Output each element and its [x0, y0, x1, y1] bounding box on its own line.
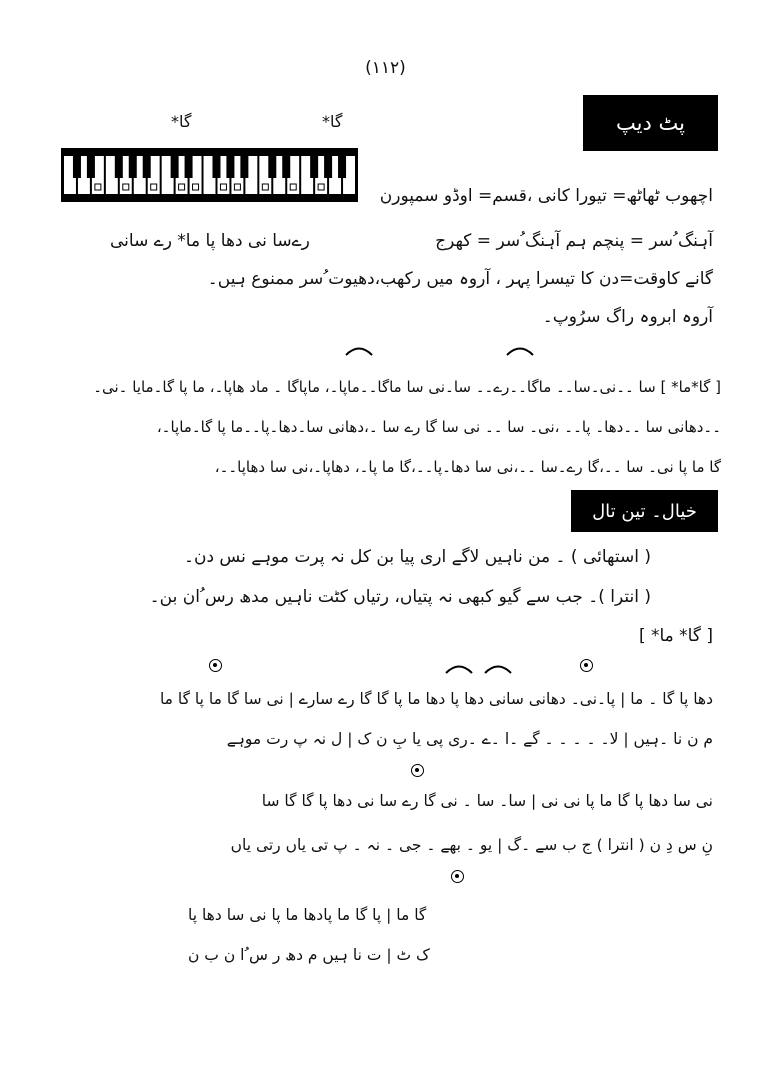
key-marker [193, 184, 199, 190]
piano-keyboard-diagram [61, 148, 358, 202]
black-key [87, 156, 95, 178]
key-marker [95, 184, 101, 190]
sam-mark-icon [580, 659, 593, 672]
notation-row-6: ک ٹ | ت نا ہیں م دھ ر س ُا ن ب ن [188, 946, 430, 964]
that-line: اچھوب ٹھاٹھ= تیورا کانی ،قسم= اوڈو سمپورن [379, 186, 713, 206]
black-key [129, 156, 137, 178]
key-marker [220, 184, 226, 190]
aahang-notes: رےسا نی دھا پا ما* رے سانی [110, 231, 310, 251]
swar-line-1: [ گا*ما* ] سا ۔۔نی۔سا۔۔ ماگا۔۔رے۔۔ سا۔نی سا ماگا۔۔ماپا۔، ماپاگا ۔ ماد ھاپا۔، ما پا گا۔مایا ۔نی۔ [93, 378, 721, 396]
slur-mark [483, 662, 513, 674]
white-key-divider [257, 156, 259, 196]
white-key-divider [160, 156, 162, 196]
notation-row-3: نی سا دھا پا گا ما پا نی نی | سا۔ سا ۔ نی گا رے سا نی دھا پا گا گا سا [261, 792, 713, 810]
key-marker [290, 184, 296, 190]
key-marker [179, 184, 185, 190]
khayal-title: خیال۔ تین تال [592, 500, 697, 522]
notation-row-4: نِ س دِ ن ( انترا ) ج ب سے ۔گ | یو ۔ بھے ۔ جی ۔ نہ ۔ پ تی یاں رتی یاں [230, 836, 713, 854]
key-marker [262, 184, 268, 190]
white-key-divider [299, 156, 301, 196]
notation-header: [ گا* ما* ] [638, 626, 713, 646]
antra-line: ( انترا )۔ جب سے گیو کبھی نہ پتیاں، رتیاں کٹت ناہیں مدھ رس ُان بن۔ [149, 587, 651, 607]
black-key [324, 156, 332, 178]
sam-mark-icon [451, 870, 464, 883]
khayal-title-box [571, 490, 718, 532]
key-marker [151, 184, 157, 190]
white-key-divider [202, 156, 204, 196]
black-key [226, 156, 234, 178]
black-key [310, 156, 318, 178]
notation-row-5: گا ما | پا گا ما پادھا ما پا نی سا دھا پا [188, 906, 427, 924]
sam-mark-icon [411, 764, 424, 777]
swar-line-3: گا ما پا نی۔ سا ۔۔،گا رے۔سا ۔۔،نی سا دھا۔پا۔۔،گا ما پا۔، دھاپا۔،نی سا دھاپا۔۔، [214, 458, 721, 476]
notation-row-1: دھا پا گا ۔ ما | پا۔نی۔ دھانی سانی دھا پا دھا ما پا گا گا رے سارے | نی سا گا ما پا گا ما [159, 690, 713, 708]
slur-mark [344, 344, 374, 356]
black-key [282, 156, 290, 178]
page-number: (۱۱۲) [365, 58, 406, 78]
black-key [240, 156, 248, 178]
aahang-line: آہنگ ُسر = پنچم ہم آہنگ ُسر = کھرج [435, 231, 713, 251]
black-key [73, 156, 81, 178]
swaroop-line: آروہ ابروہ راگ سرُوپ۔ [542, 307, 713, 327]
keyboard-note-right: گا* [322, 112, 343, 131]
white-key-divider [355, 156, 357, 196]
keyboard-note-left: گا* [171, 112, 192, 131]
raag-title-box [583, 95, 718, 151]
black-key [338, 156, 346, 178]
time-line: گانے کاوقت=دن کا تیسرا پہر ، آروہ میں رکھب،دھیوت ُسر ممنوع ہیں۔ [207, 269, 713, 289]
key-marker [123, 184, 129, 190]
black-key [171, 156, 179, 178]
key-marker [318, 184, 324, 190]
notation-row-2: م ن نا ۔ہیں | لا۔ ۔ ۔ ۔ ۔ گے ۔ا ۔ے ۔ری پی یا بِ ن ک | ل نہ پ رت موہے [226, 730, 713, 748]
black-key [143, 156, 151, 178]
black-key [212, 156, 220, 178]
key-marker [234, 184, 240, 190]
asthai-line: ( استھائی ) ۔ من ناہیں لاگے اری پیا بن کل نہ پرت موہے نس دن۔ [184, 547, 651, 567]
raag-title: پٹ دیپ [616, 111, 685, 135]
sam-mark-icon [209, 659, 222, 672]
black-key [185, 156, 193, 178]
slur-mark [505, 344, 535, 356]
swar-line-2: ۔۔دھانی سا ۔۔دھا۔ پا۔۔ ،نی۔ سا ۔۔ نی سا گا رے سا ۔،دھانی سا۔دھا۔پا۔۔ما پا گا۔ماپا۔، [156, 418, 721, 436]
slur-mark [444, 662, 474, 674]
white-key-divider [62, 156, 64, 196]
black-key [268, 156, 276, 178]
black-key [115, 156, 123, 178]
white-key-divider [104, 156, 106, 196]
